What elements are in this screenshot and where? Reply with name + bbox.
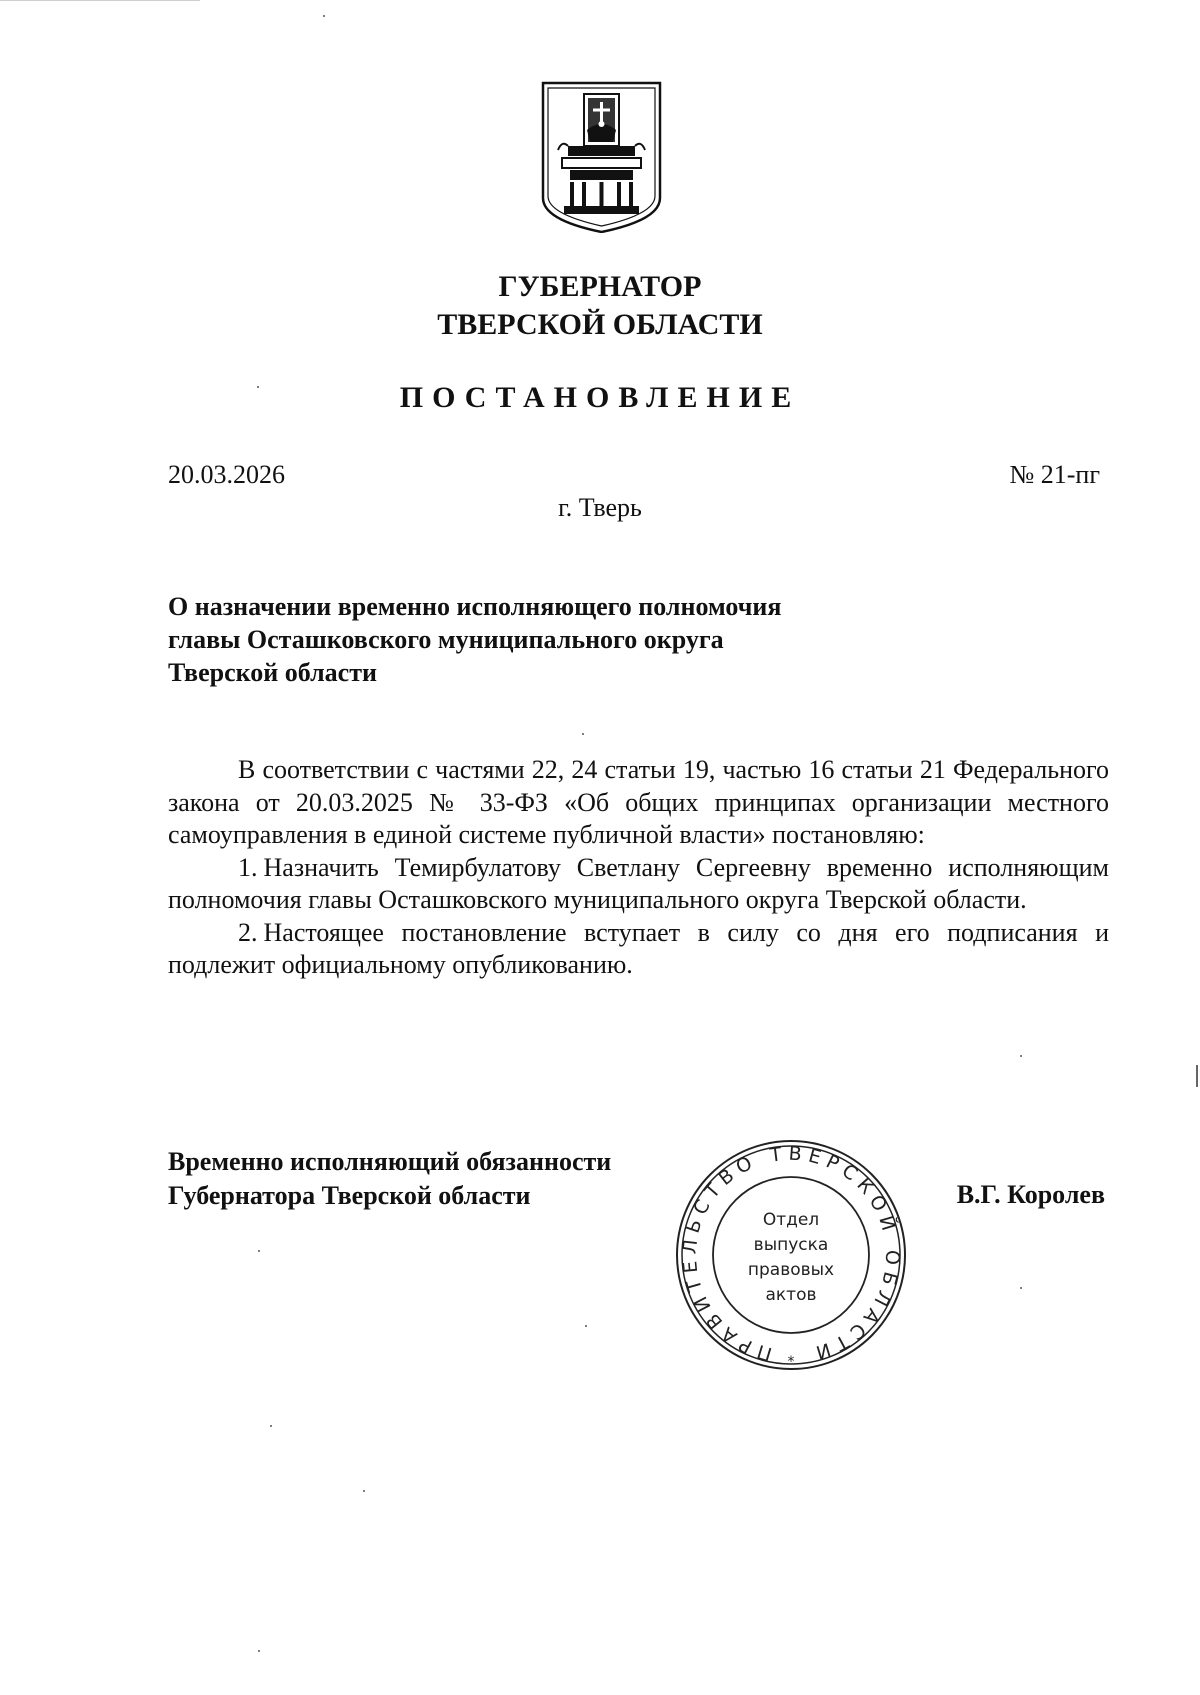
body-item-number: 2. [238,917,258,947]
scan-edge-mark [1196,1065,1198,1087]
stamp-star: * [787,1354,795,1370]
coat-of-arms-icon [540,80,663,233]
signatory-role-line1: Временно исполняющий обязанности [168,1147,612,1176]
subject-line1: О назначении временно исполняющего полномочия [168,592,782,621]
stamp-center-line1: Отдел [762,1210,820,1230]
authority-title-line2: ТВЕРСКОЙ ОБЛАСТИ [437,308,763,341]
body-item-1 [168,852,1109,917]
body-preamble: В соответствии с частями 22, 24 статьи 19, частью 16 статьи 21 Федерального закона от 20.03.2025 № 33-ФЗ «Об общих принципах организации местного самоуправления в единой системе публичной власти» постановляю: [168,755,1109,849]
scan-speck [585,1325,587,1327]
scan-speck [363,1490,365,1492]
authority-title-line1: ГУБЕРНАТОР [498,270,702,303]
scan-speck [258,1250,260,1252]
document-type: ПОСТАНОВЛЕНИЕ [399,381,801,414]
scan-speck [323,15,325,17]
signatory-role [168,1145,611,1213]
stamp-center-text [736,1208,846,1308]
authority-title [0,268,1200,344]
body-item-2 [168,917,1109,982]
scan-speck [582,733,584,735]
body-item-text: Настоящее постановление вступает в силу со дня его подписания и подлежит официальному опубликованию. [168,917,1109,979]
subject-line2: главы Осташковского муниципального округа [168,625,724,654]
stamp-center-line3: правовых [747,1260,835,1280]
document-number: № 21-пг [1009,460,1100,489]
document-city: г. Тверь [558,493,642,522]
signatory-name: В.Г. Королев [956,1180,1105,1209]
scan-edge-line [0,0,200,1]
body-item-text: Назначить Темирбулатову Светлану Сергеевну временно исполняющим полномочия главы Осташковского муниципального округа Тверской области. [168,852,1109,914]
stamp-ring-text: ПРАВИТЕЛЬСТВО ТВЕРСКОЙ ОБЛАСТИ [678,1142,904,1366]
stamp-center-line4: актов [765,1285,817,1305]
scan-speck [258,1650,260,1652]
document-date: 20.03.2026 [168,460,285,489]
subject-line3: Тверской области [168,658,377,687]
scan-speck [1020,1287,1022,1289]
scan-speck [270,1425,272,1427]
body-item-number: 1. [238,852,258,882]
stamp-center-line2: выпуска [753,1235,829,1255]
document-subject [168,590,781,689]
document-body [168,754,1109,982]
scan-speck [1020,1055,1022,1057]
signatory-role-line2: Губернатора Тверской области [168,1181,531,1210]
